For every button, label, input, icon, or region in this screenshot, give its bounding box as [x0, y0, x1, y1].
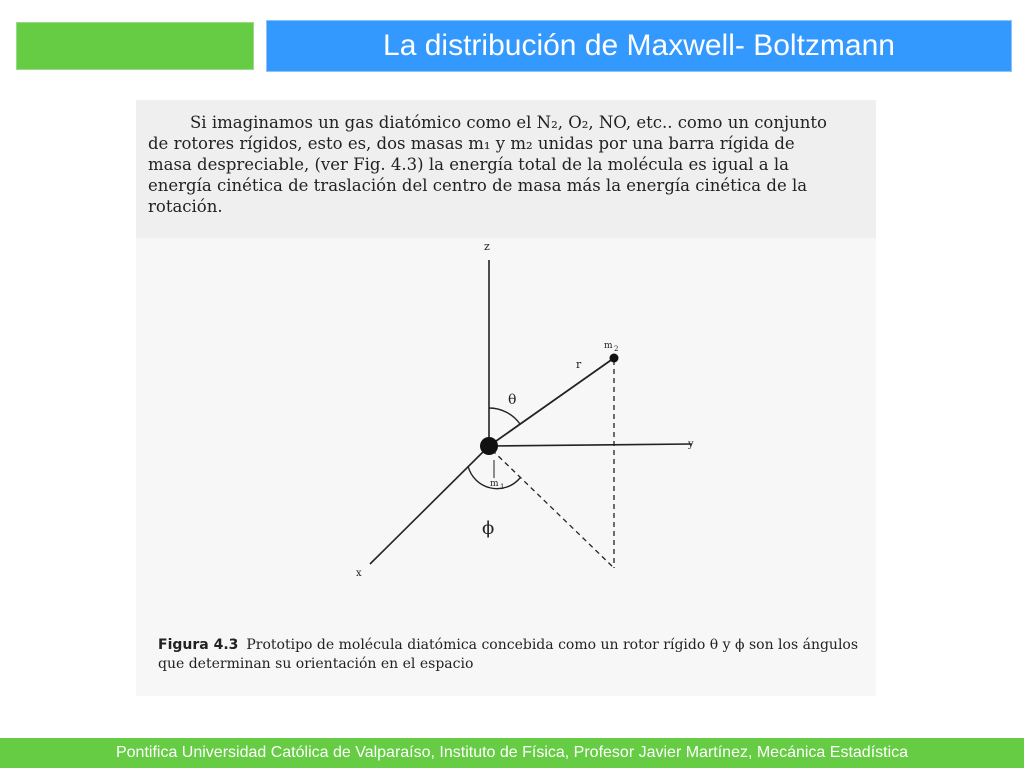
rotor-diagram [136, 238, 876, 638]
phi-label: ϕ [482, 518, 495, 539]
scanned-figure [136, 100, 876, 696]
projection-plane [492, 450, 614, 568]
mass-top-label: m [604, 341, 613, 351]
paragraph-line: rotación. [148, 197, 223, 216]
footer-text: Pontifica Universidad Católica de Valparaíso, Instituto de Física, Profesor Javier Martínez, Mecánica Estadística [115, 744, 909, 761]
mass-center-label: m [490, 479, 499, 489]
title-bar [266, 20, 1012, 72]
mass-center-dot [480, 437, 498, 455]
mass-center-subscript: 1 [500, 483, 505, 491]
mass-top-subscript: 2 [614, 345, 619, 353]
paragraph-line: Si imaginamos un gas diatómico como el N₂, O₂, NO, etc.. como un conjunto [190, 113, 827, 132]
intro-paragraph [148, 112, 866, 217]
paragraph-line: masa despreciable, (ver Fig. 4.3) la energía total de la molécula es igual a la [148, 155, 790, 174]
y-axis-label: y [688, 439, 694, 450]
footer-bar [0, 738, 1024, 768]
vector-r-label: r [576, 358, 582, 371]
y-axis [489, 444, 692, 446]
x-axis [370, 446, 489, 564]
paragraph-line: energía cinética de traslación del centro de masa más la energía cinética de la [148, 176, 808, 195]
caption-label: Figura 4.3 [158, 637, 239, 653]
theta-label: θ [508, 392, 517, 408]
z-axis-label: z [484, 240, 490, 253]
caption-text: Prototipo de molécula diatómica concebida como un rotor rígido θ y ϕ son los ángulos que determinan su orientación en el espacio [158, 637, 859, 672]
x-axis-label: x [356, 568, 362, 579]
paragraph-line: de rotores rígidos, esto es, dos masas m₁ y m₂ unidas por una barra rígida de [148, 134, 795, 153]
page-title: La distribución de Maxwell- Boltzmann [383, 29, 895, 62]
figure-caption [158, 636, 870, 674]
mass-top-dot [610, 354, 619, 363]
theta-arc [489, 408, 520, 424]
header-accent-bar [16, 22, 254, 70]
